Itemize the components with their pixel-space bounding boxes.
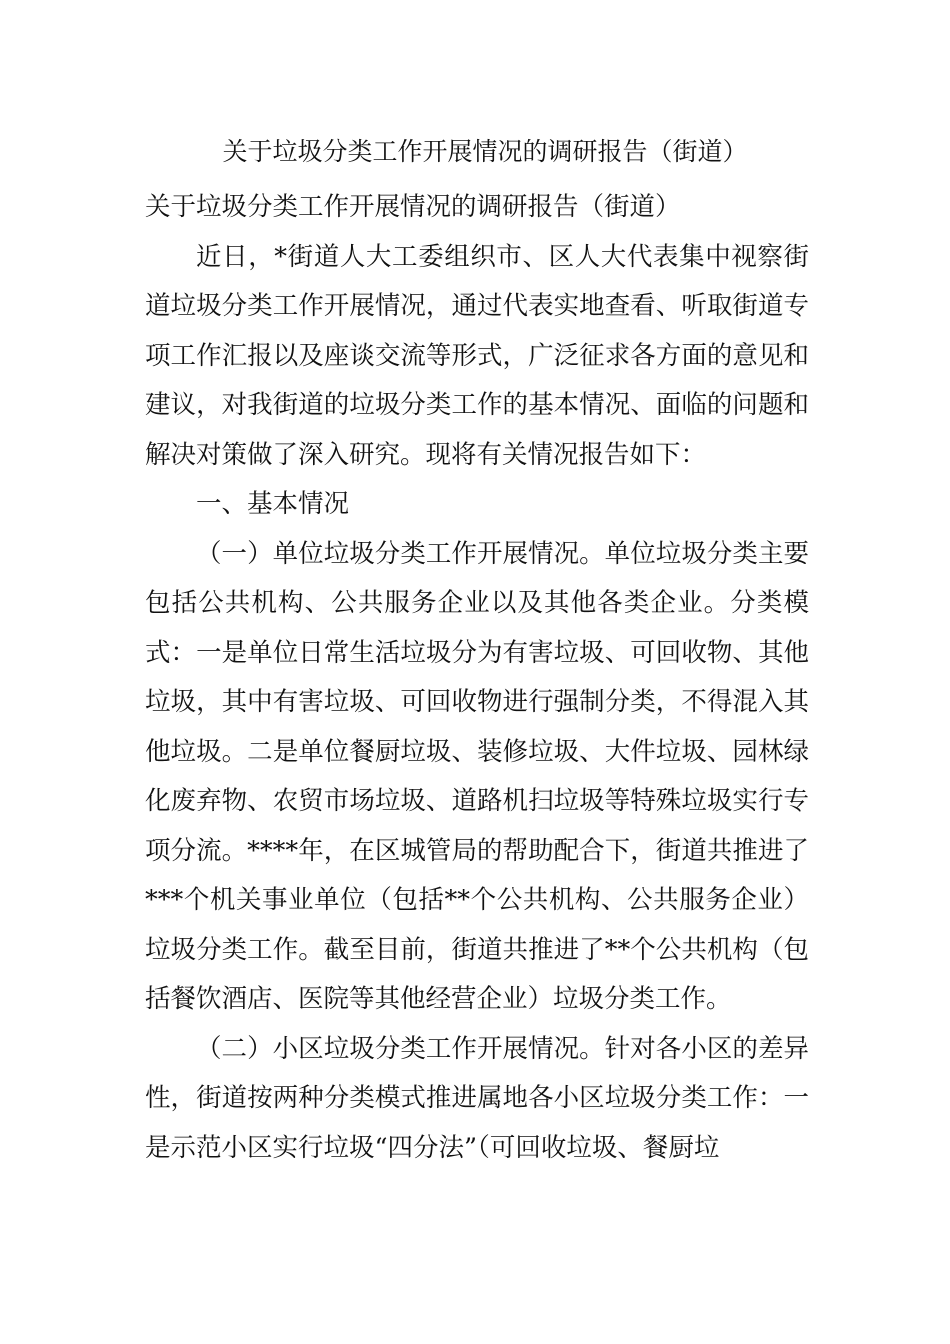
section-heading-basic-situation: 一、基本情况 [196, 489, 350, 519]
document-subtitle: 关于垃圾分类工作开展情况的调研报告（街道） [145, 192, 681, 222]
paragraph-unit-waste-sorting: （一）单位垃圾分类工作开展情况。单位垃圾分类主要包括公共机构、公共服务企业以及其他各类企业。分类模式：一是单位日常生活垃圾分为有害垃圾、可回收物、其他垃圾，其中有害垃圾、可回收物进行强制分类，不得混入其他垃圾。二是单位餐厨垃圾、装修垃圾、大件垃圾、园林绿化废弃物、农贸市场垃圾、道路机扫垃圾等特殊垃圾实行专项分流。****年，在区城管局的帮助配合下，街道共推进了***个机关事业单位（包括**个公共机构、公共服务企业）垃圾分类工作。截至目前，街道共推进了**个公共机构（包括餐饮酒店、医院等其他经营企业）垃圾分类工作。 [145, 538, 809, 1014]
paragraph-intro: 近日，*街道人大工委组织市、区人大代表集中视察街道垃圾分类工作开展情况，通过代表实地查看、听取街道专项工作汇报以及座谈交流等形式，广泛征求各方面的意见和建议，对我街道的垃圾分类工作的基本情况、面临的问题和解决对策做了深入研究。现将有关情况报告如下： [145, 241, 809, 470]
document-title: 关于垃圾分类工作开展情况的调研报告（街道） [222, 137, 748, 166]
paragraph-community-waste-sorting: （二）小区垃圾分类工作开展情况。针对各小区的差异性，街道按两种分类模式推进属地各小区垃圾分类工作：一是示范小区实行垃圾“四分法”（可回收垃圾、餐厨垃 [145, 1033, 809, 1163]
document-body [145, 183, 809, 1173]
